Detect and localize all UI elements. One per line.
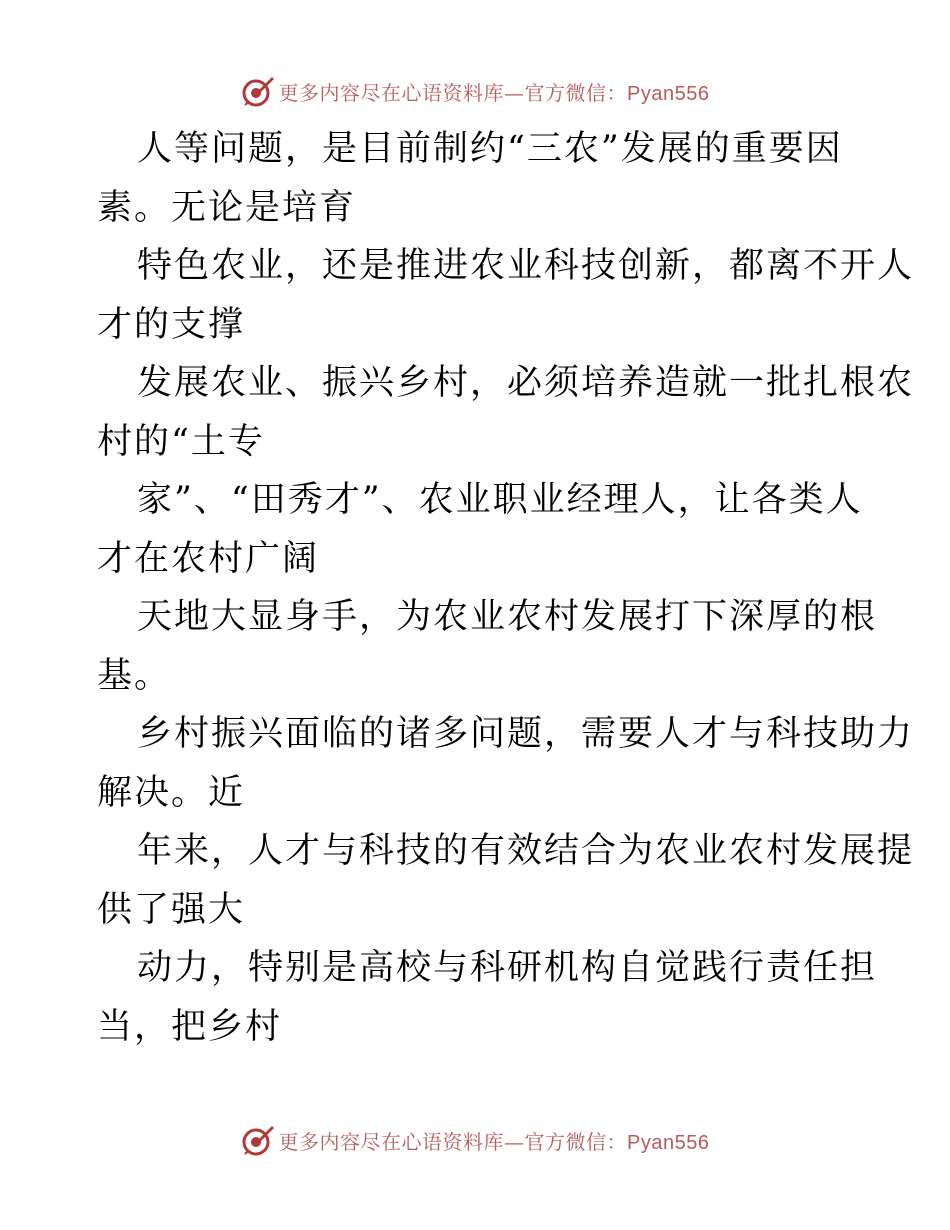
body-line: 当，把乡村	[97, 1006, 283, 1047]
header-text	[279, 77, 710, 106]
footer-text	[279, 1126, 710, 1155]
body-line: 特色农业，还是推进农业科技创新，都离不开人	[137, 246, 915, 286]
body-line: 年来，人才与科技的有效结合为农业农村发展提	[137, 831, 915, 871]
body-line: 发展农业、振兴乡村，必须培养造就一批扎根农	[137, 363, 915, 403]
quill-pen-logo-icon	[241, 1123, 275, 1157]
body-line: 人等问题，是目前制约“三农”发展的重要因	[137, 129, 843, 169]
body-line: 家”、“田秀才”、农业职业经理人，让各类人	[137, 480, 863, 520]
body-line: 基。	[97, 655, 172, 696]
header-wechat-id: Pyan556	[627, 82, 710, 105]
footer-wechat-id: Pyan556	[627, 1131, 710, 1154]
footer-banner	[0, 1120, 950, 1160]
footer-label: 更多内容尽在心语资料库—官方微信：	[278, 1129, 628, 1154]
header-banner	[0, 71, 950, 111]
body-line: 才在农村广阔	[97, 538, 320, 579]
document-body	[97, 120, 915, 1056]
body-line: 素。无论是培育	[97, 187, 357, 228]
quill-pen-logo-icon	[241, 74, 275, 108]
body-line: 乡村振兴面临的诸多问题，需要人才与科技助力	[137, 714, 915, 754]
body-line: 动力，特别是高校与科研机构自觉践行责任担	[137, 948, 878, 988]
body-line: 解决。近	[97, 772, 246, 813]
header-label: 更多内容尽在心语资料库—官方微信：	[278, 80, 628, 105]
body-line: 村的“土专	[97, 421, 265, 462]
body-line: 供了强大	[97, 889, 246, 930]
body-line: 天地大显身手，为农业农村发展打下深厚的根	[137, 597, 878, 637]
body-line: 才的支撑	[97, 304, 246, 345]
